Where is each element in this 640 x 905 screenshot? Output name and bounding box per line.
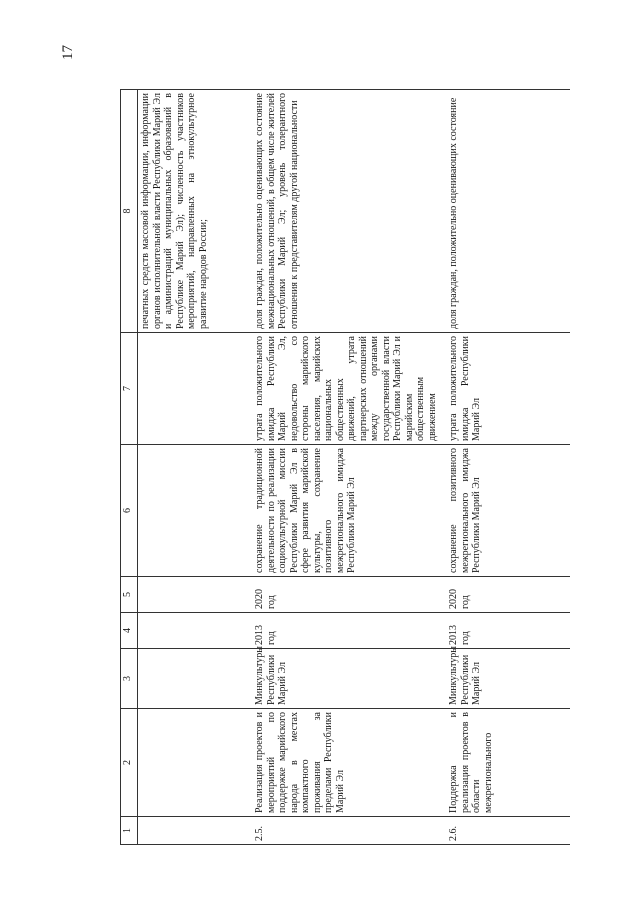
start-year: 2013 год xyxy=(252,613,446,649)
measure-name: Реализация проектов и мероприятий по поддержке марийского народа в местах компактного проживания за пределами Республики Марий Эл xyxy=(252,709,446,817)
indicators-cell: печатных средств массовой информации, информации органов исполнительной власти Республики Марий Эл и администраций муниципальных образований в Республике Марий Эл); численность участников мероприятий, направленных на этнокультурное развитие народов России; xyxy=(138,90,253,333)
executor: Минкультуры Республики Марий Эл xyxy=(252,649,446,709)
indicators: доля граждан, положительно оценивающих состояние xyxy=(446,90,570,333)
landscape-page xyxy=(120,90,590,845)
executor: Минкультуры Республики Марий Эл xyxy=(446,649,570,709)
expected-result: сохранение традиционной деятельности по реализации социокультурной миссии Республики Марий Эл в сфере развития марийской культуры, сохранение позитивного межрегионального имиджа Республики Марий Эл xyxy=(252,445,446,577)
row-number: 2.5. xyxy=(252,817,446,845)
table-cell xyxy=(138,817,253,845)
table-cell xyxy=(138,333,253,445)
table-row xyxy=(252,90,446,845)
consequences: утрата положительного имиджа Республики Марий Эл, недовольство со стороны марийского населения, марийских национальных общественных движений, утрата партнерских отношений между органами государственной власти Республики Марий Эл и марийским общественным движением xyxy=(252,333,446,445)
page-number: 17 xyxy=(60,45,76,60)
consequences: утрата положительного имиджа Республики Марий Эл xyxy=(446,333,570,445)
end-year: 2020 год xyxy=(446,577,570,613)
table-cell xyxy=(138,577,253,613)
header-cell: 2 xyxy=(121,709,138,817)
table-cell xyxy=(138,613,253,649)
table-cell xyxy=(138,649,253,709)
start-year: 2013 год xyxy=(446,613,570,649)
header-cell: 6 xyxy=(121,445,138,577)
row-number: 2.6. xyxy=(446,817,570,845)
table-cell xyxy=(138,709,253,817)
table-row xyxy=(446,90,570,845)
header-cell: 4 xyxy=(121,613,138,649)
indicators: доля граждан, положительно оценивающих состояние межнациональных отношений, в общем числе жителей Республики Марий Эл; уровень толерантного отношения к представителям другой национальности xyxy=(252,90,446,333)
header-cell: 1 xyxy=(121,817,138,845)
expected-result: сохранение позитивного межрегионального имиджа Республики Марий Эл xyxy=(446,445,570,577)
header-cell: 3 xyxy=(121,649,138,709)
header-row xyxy=(121,90,138,845)
header-cell: 7 xyxy=(121,333,138,445)
continuation-row xyxy=(138,90,253,845)
header-cell: 5 xyxy=(121,577,138,613)
measure-name: Поддержка и реализация проектов в области межрегионального xyxy=(446,709,570,817)
end-year: 2020 год xyxy=(252,577,446,613)
program-table xyxy=(120,89,570,845)
header-cell: 8 xyxy=(121,90,138,333)
table-cell xyxy=(138,445,253,577)
